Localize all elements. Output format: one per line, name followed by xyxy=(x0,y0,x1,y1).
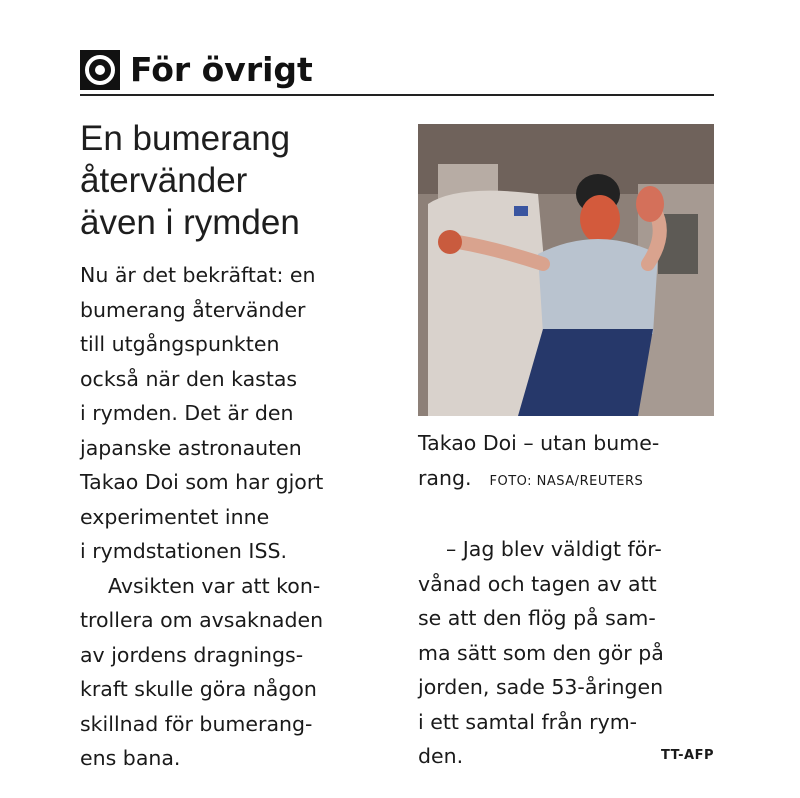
article-body-right xyxy=(418,532,718,774)
caption-line xyxy=(418,461,718,500)
circle-target-icon xyxy=(80,50,120,90)
body-line: i ett samtal från rym- xyxy=(418,709,638,734)
photo-credit: FOTO: NASA/REUTERS xyxy=(489,473,644,489)
headline-line: En bumerang xyxy=(80,119,291,158)
byline: TT-AFP xyxy=(661,748,714,763)
body-line: se att den flög på sam- xyxy=(418,606,656,630)
lead-line: Nu är det bekräftat: en xyxy=(80,263,316,287)
caption-text: rang. xyxy=(418,465,472,490)
body-line: vånad och tagen av att xyxy=(418,571,657,596)
headline-line: återvänder xyxy=(80,161,248,200)
body-line: trollera om avsaknaden xyxy=(80,608,324,632)
body-line: ma sätt som den gör på xyxy=(418,640,664,665)
article-headline xyxy=(80,118,400,244)
body-line: jorden, sade 53-åringen xyxy=(418,675,664,699)
lead-line: japanske astronauten xyxy=(80,435,302,460)
headline-line: även i rymden xyxy=(80,203,300,242)
lead-line: också när den kastas xyxy=(80,366,298,391)
body-line: kraft skulle göra någon xyxy=(80,677,317,701)
lead-line: Takao Doi som har gjort xyxy=(80,470,324,494)
body-line-last xyxy=(418,739,714,774)
lead-line: bumerang återvänder xyxy=(80,297,306,322)
astronaut-photo xyxy=(418,124,714,416)
article-body-left xyxy=(80,258,400,776)
caption-line: Takao Doi – utan bume- xyxy=(418,431,660,455)
photo-caption xyxy=(418,426,718,499)
body-line: skillnad för bumerang- xyxy=(80,711,313,736)
body-line: av jordens dragnings- xyxy=(80,642,304,667)
lead-line: i rymdstationen ISS. xyxy=(80,539,288,563)
body-line: – Jag blev väldigt för- xyxy=(446,537,662,561)
lead-line: till utgångspunkten xyxy=(80,332,280,356)
section-title: För övrigt xyxy=(130,50,313,89)
lead-line: experimentet inne xyxy=(80,504,270,529)
body-line: ens bana. xyxy=(80,746,181,770)
body-line: Avsikten var att kon- xyxy=(108,573,321,598)
lead-line: i rymden. Det är den xyxy=(80,401,294,425)
body-line: den. xyxy=(418,744,464,768)
section-header xyxy=(80,48,714,96)
